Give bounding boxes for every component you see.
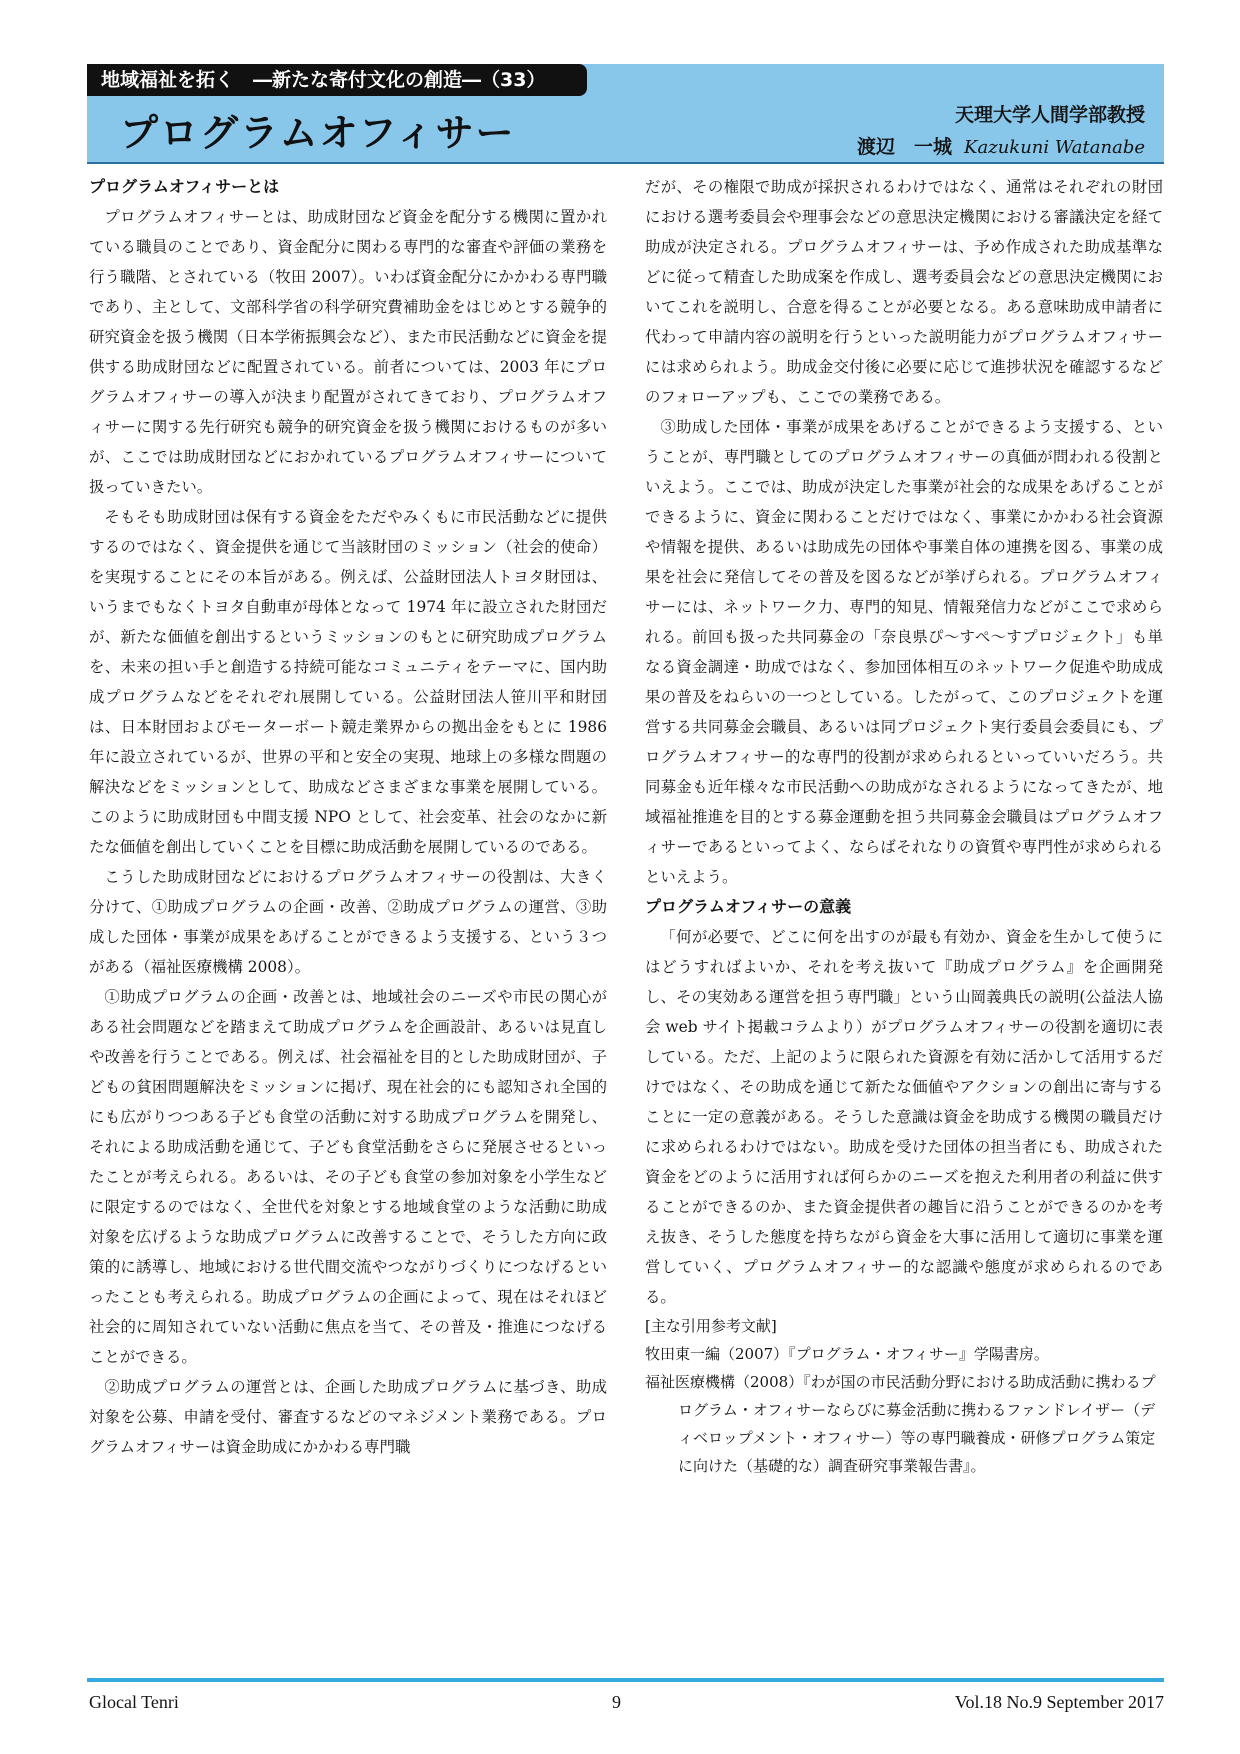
paragraph: だが、その権限で助成が採択されるわけではなく、通常はそれぞれの財団における選考委員会や理事会などの意思決定機関における審議決定を経て助成が決定される。プログラムオフィサーは、予め作成された助成基準などに従って精査した助成案を作成し、選考委員会などの意思決定機関においてこれを説明し、合意を得ることが必要となる。ある意味助成申請者に代わって申請内容の説明を行うといった説明能力がプログラムオフィサーには求められよう。助成金交付後に必要に応じて進捗状況を確認するなどのフォローアップも、ここでの業務である。	[645, 178, 1163, 406]
footer-publication: Glocal Tenri	[89, 1692, 179, 1712]
paragraph: プログラムオフィサーとは、助成財団など資金を配分する機関に置かれている職員のことであり、資金配分に関わる専門的な審査や評価の業務を行う職階、とされている（牧田 2007）。いわば資金配分にかかわる専門職であり、主として、文部科学省の科学研究費補助金をはじめとする競争的研究資金を扱う機関（日本学術振興会など）、また市民活動などに資金を提供する助成財団などに配置されている。前者については、2003 年にプログラムオフィサーの導入が決まり配置がされてきており、プログラムオフィサーに関する先行研究も競争的研究資金を扱う機関におけるものが多いが、ここでは助成財団などにおかれているプログラムオフィサーについて扱っていきたい。	[89, 208, 607, 496]
left-column	[89, 172, 607, 1672]
right-column	[645, 172, 1163, 1672]
references	[645, 1312, 1163, 1480]
page-number: 9	[612, 1692, 621, 1712]
paragraph: ②助成プログラムの運営とは、企画した助成プログラムに基づき、助成対象を公募、申請を受付、審査するなどのマネジメント業務である。プログラムオフィサーは資金助成にかかわる専門職	[89, 1378, 607, 1456]
series-title: 地域福祉を拓く ―新たな寄付文化の創造―（33）	[87, 64, 587, 96]
author-affiliation: 天理大学人間学部教授	[954, 104, 1145, 126]
reference-item: 牧田東一編（2007）『プログラム・オフィサー』学陽書房。	[645, 1345, 1049, 1363]
section-heading-about: プログラムオフィサーとは	[89, 177, 280, 196]
paragraph: 「何が必要で、どこに何を出すのが最も有効か、資金を生かして使うにはどうすればよいか、それを考え抜いて『助成プログラム』を企画開発し、その実効ある運営を担う専門職」という山岡義典氏の説明(公益法人協会 web サイト掲載コラムより）がプログラムオフィサーの役割を適切に表している。ただ、上記のように限られた資源を有効に活かして活用するだけではなく、その助成を通じて新たな価値やアクションの創出に寄与することに一定の意義がある。そうした意識は資金を助成する機関の職員だけに求められるわけではない。助成を受けた団体の担当者にも、助成された資金をどのように活用すれば何らかのニーズを抱えた利用者の利益に供することができるのか、また資金提供者の趣旨に沿うことができるのかを考え抜き、そうした態度を持ちながら資金を大事に活用して適切に事業を運営していく、プログラムオフィサー的な認識や態度が求められるのである。	[645, 928, 1163, 1306]
footer-rule	[87, 1678, 1164, 1682]
paragraph: ①助成プログラムの企画・改善とは、地域社会のニーズや市民の関心がある社会問題などを踏まえて助成プログラムを企画設計、あるいは見直しや改善を行うことである。例えば、社会福祉を目的とした助成財団が、子どもの貧困問題解決をミッションに掲げ、現在社会的にも認知され全国的にも広がりつつある子ども食堂の活動に対する助成プログラムを開発し、それによる助成活動を通じて、子ども食堂活動をさらに発展させるといったことが考えられる。あるいは、その子ども食堂の参加対象を小学生などに限定するのではなく、全世代を対象とする地域食堂のような活動に助成対象を広げるような助成プログラムに改善することで、そうした方向に政策的に誘導し、地域における世代間交流やつながりづくりにつなげるといったことも考えられる。助成プログラムの企画によって、現在はそれほど社会的に周知されていない活動に焦点を当て、その普及・推進につなげることができる。	[89, 988, 607, 1366]
references-label: [主な引用参考文献]	[645, 1317, 777, 1335]
author-romaji: Kazukuni Watanabe	[964, 137, 1145, 158]
author-line	[857, 132, 1145, 159]
section-heading-significance: プログラムオフィサーの意義	[645, 897, 852, 916]
reference-item: 福祉医療機構（2008）『わが国の市民活動分野における助成活動に携わるプログラム・オフィサーならびに募金活動に携わるファンドレイザー（ディベロップメント・オフィサー）等の専門職養成・研修プログラム策定に向けた（基礎的な）調査研究事業報告書』。	[645, 1373, 1156, 1475]
paragraph: こうした助成財団などにおけるプログラムオフィサーの役割は、大きく分けて、①助成プログラムの企画・改善、②助成プログラムの運営、③助成した団体・事業が成果をあげることができるよう支援する、という３つがある（福祉医療機構 2008）。	[89, 868, 607, 976]
page-title: プログラムオフィサー	[120, 110, 516, 155]
footer-issue: Vol.18 No.9 September 2017	[954, 1692, 1164, 1712]
author-name: 渡辺 一城	[857, 136, 953, 158]
paragraph: そもそも助成財団は保有する資金をただやみくもに市民活動などに提供するのではなく、資金提供を通じて当該財団のミッション（社会的使命）を実現することにその本旨がある。例えば、公益財団法人トヨタ財団は、いうまでもなくトヨタ自動車が母体となって 1974 年に設立された財団だが、新たな価値を創出するというミッションのもとに研究助成プログラムを、未来の担い手と創造する持続可能なコミュニティをテーマに、国内助成プログラムなどをそれぞれ展開している。公益財団法人笹川平和財団は、日本財団およびモーターボート競走業界からの拠出金をもとに 1986 年に設立されているが、世界の平和と安全の実現、地球上の多様な問題の解決などをミッションとして、助成などさまざまな事業を展開している。このように助成財団も中間支援 NPO として、社会変革、社会のなかに新たな価値を創出していくことを目標に助成活動を展開しているのである。	[89, 508, 607, 856]
paragraph: ③助成した団体・事業が成果をあげることができるよう支援する、ということが、専門職としてのプログラムオフィサーの真価が問われる役割といえよう。ここでは、助成が決定した事業が社会的な成果をあげることができるように、資金に関わることだけではなく、事業にかかわる社会資源や情報を提供、あるいは助成先の団体や事業自体の連携を図る、事業の成果を社会に発信してその普及を図るなどが挙げられる。プログラムオフィサーには、ネットワーク力、専門的知見、情報発信力などがここで求められる。前回も扱った共同募金の「奈良県ぴ～すぺ～すプロジェクト」も単なる資金調達・助成ではなく、参加団体相互のネットワーク促進や助成成果の普及をねらいの一つとしている。したがって、このプロジェクトを運営する共同募金会職員、あるいは同プロジェクト実行委員会委員にも、プログラムオフィサー的な専門的役割が求められるといっていいだろう。共同募金も近年様々な市民活動への助成がなされるようになってきたが、地域福祉推進を目的とする募金運動を担う共同募金会職員はプログラムオフィサーであるといってよく、ならばそれなりの資質や専門性が求められるといえよう。	[645, 418, 1163, 886]
